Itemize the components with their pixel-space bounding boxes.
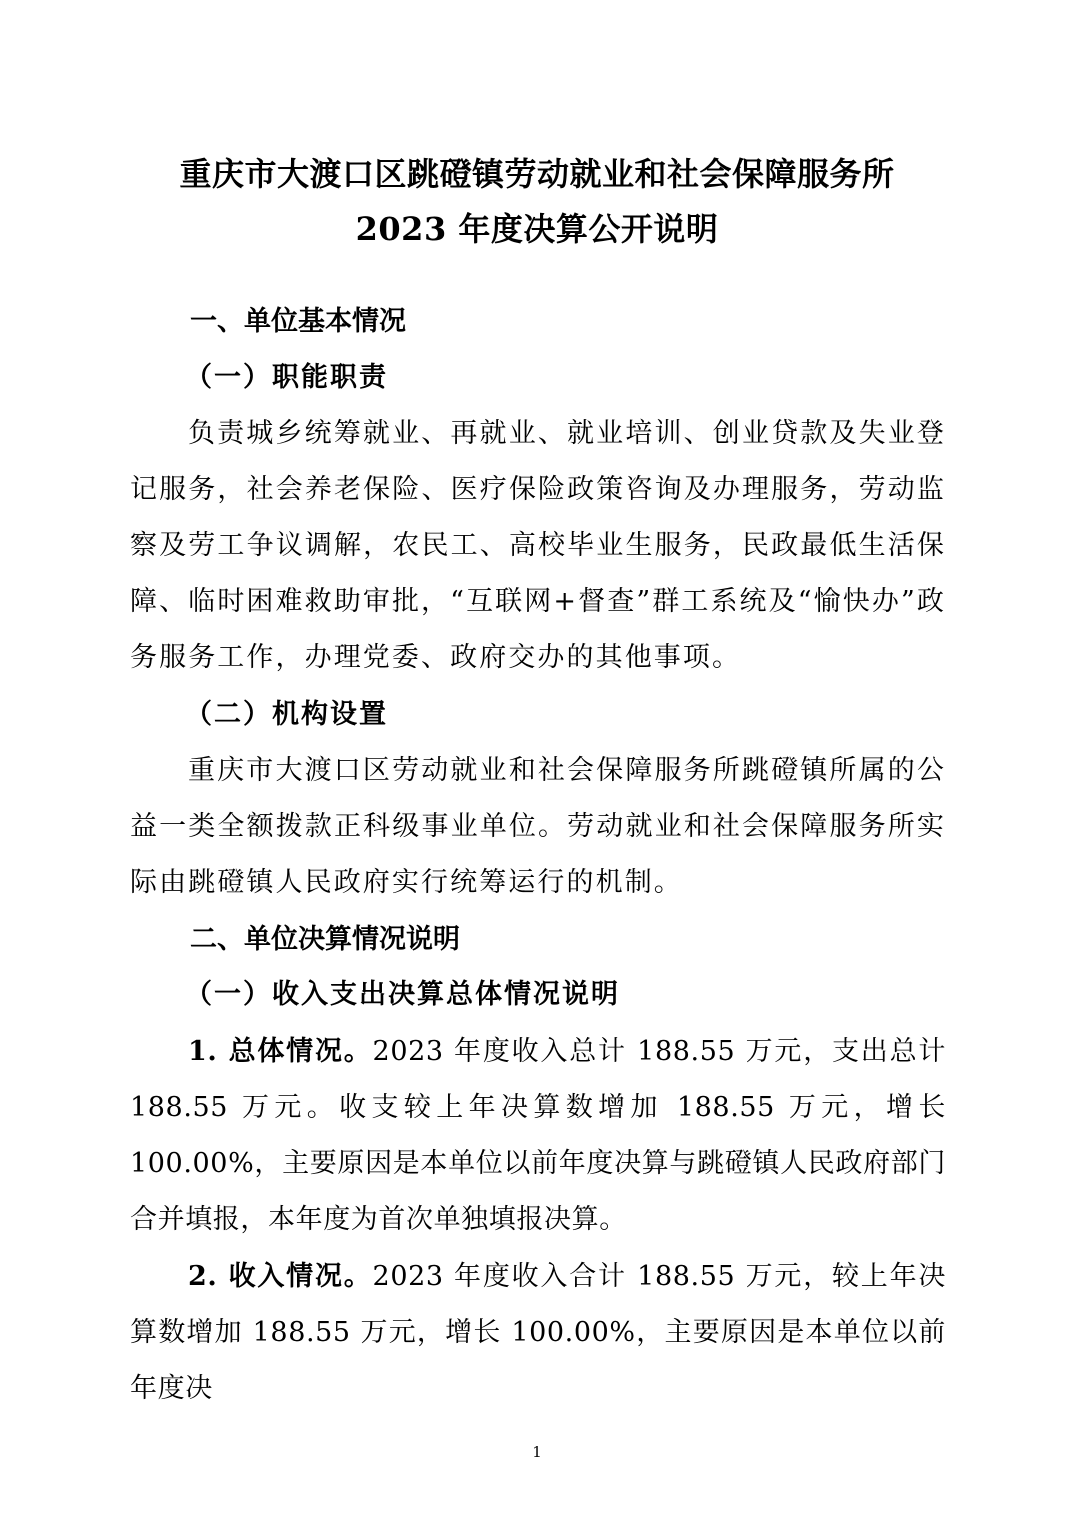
subsection-heading-income-expenditure: （一）收入支出决算总体情况说明 — [185, 979, 620, 1010]
section-heading-unit-basics: 一、单位基本情况 — [190, 306, 406, 337]
section-heading-final-accounts: 二、单位决算情况说明 — [190, 924, 460, 955]
paragraph-income-situation — [130, 1249, 946, 1417]
paragraph-text-income: 2023 年度收入合计 188.55 万元，较上年决算数增加 188.55 万元，增长 100.00%，主要原因是本单位以前年度决 — [130, 1261, 946, 1404]
paragraph-lead-income: 2. 收入情况。 — [188, 1261, 373, 1292]
subsection-heading-functions: （一）职能职责 — [185, 362, 388, 393]
document-title-line-1: 重庆市大渡口区跳磴镇劳动就业和社会保障服务所 — [179, 155, 895, 193]
paragraph-overall-situation — [130, 1024, 946, 1248]
paragraph-text-overall: 2023 年度收入总计 188.55 万元，支出总计 188.55 万元。收支较上年决算数增加 188.55 万元，增长 100.00%，主要原因是本单位以前年度决算与跳磴镇人民政府部门合并填报，本年度为首次单独填报决算。 — [130, 1036, 946, 1235]
page-number: 1 — [532, 1443, 542, 1461]
subsection-heading-organization: （二）机构设置 — [185, 699, 388, 730]
document-title-line-2: 2023 年度决算公开说明 — [355, 210, 719, 248]
paragraph-lead-overall: 1. 总体情况。 — [188, 1036, 373, 1067]
paragraph-organization: 重庆市大渡口区劳动就业和社会保障服务所跳磴镇所属的公益一类全额拨款正科级事业单位。劳动就业和社会保障服务所实际由跳磴镇人民政府实行统筹运行的机制。 — [130, 755, 946, 898]
paragraph-functions: 负责城乡统筹就业、再就业、就业培训、创业贷款及失业登记服务，社会养老保险、医疗保险政策咨询及办理服务，劳动监察及劳工争议调解，农民工、高校毕业生服务，民政最低生活保障、临时困难救助审批，“互联网+督查”群工系统及“愉快办”政务服务工作，办理党委、政府交办的其他事项。 — [130, 418, 946, 673]
